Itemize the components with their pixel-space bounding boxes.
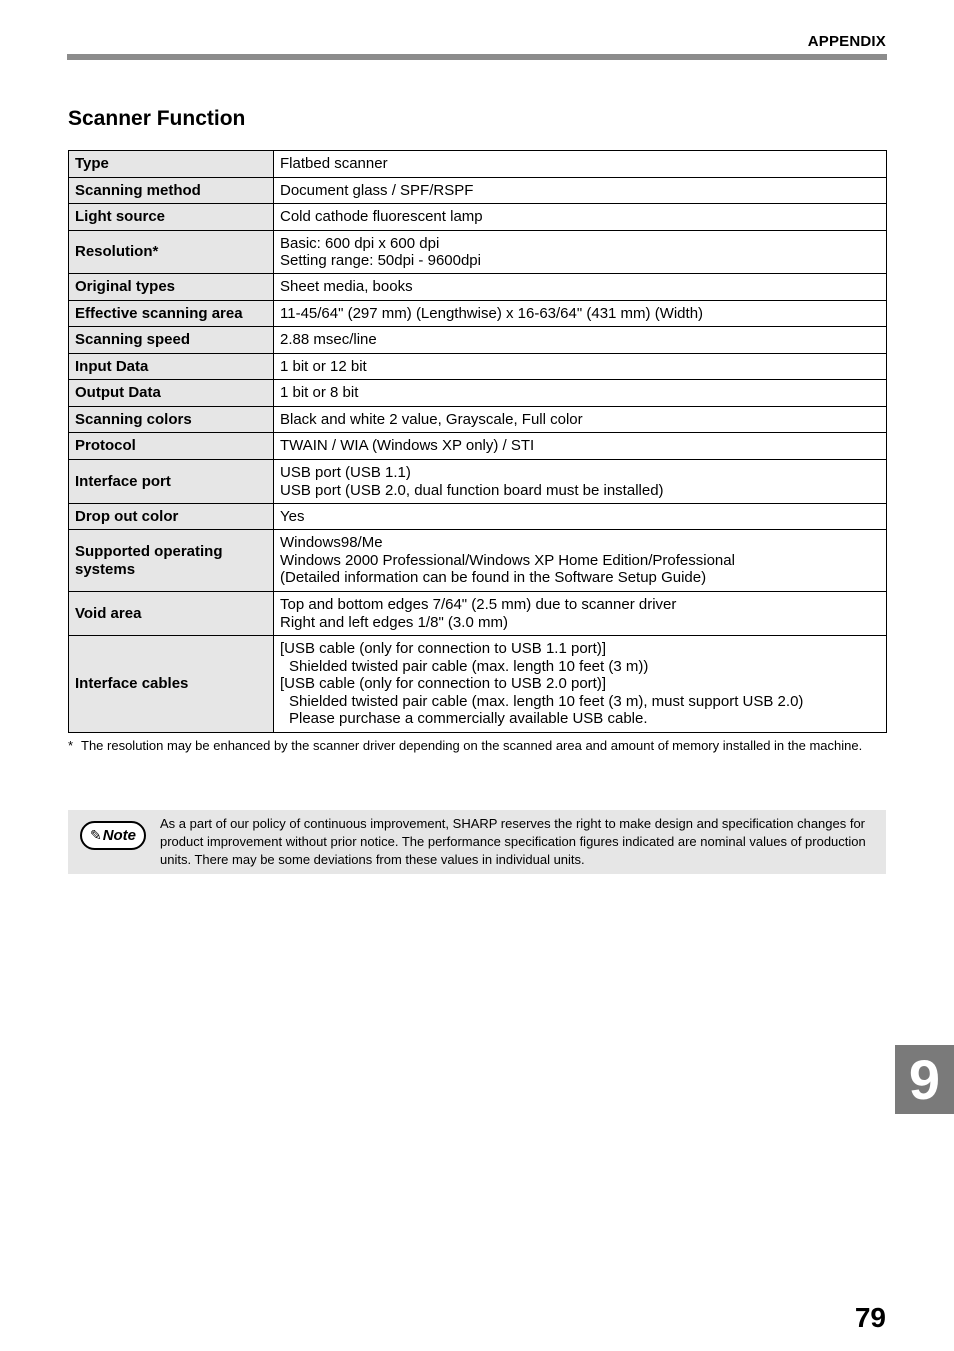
header-label: APPENDIX bbox=[807, 33, 886, 50]
spec-table bbox=[68, 150, 887, 733]
spec-value-line: Right and left edges 1/8" (3.0 mm) bbox=[280, 613, 508, 631]
table-row bbox=[69, 327, 887, 354]
note-text: As a part of our policy of continuous improvement, SHARP reserves the right to make design and specification changes for product improvement without prior notice. The performance specification figures indicated are nominal values of production units. There may be some deviations from these values in individual units. bbox=[160, 816, 866, 867]
table-row bbox=[69, 231, 887, 274]
spec-value bbox=[274, 151, 887, 178]
spec-value bbox=[274, 530, 887, 592]
spec-key: Original types bbox=[69, 274, 274, 301]
page-title: Scanner Function bbox=[68, 107, 246, 130]
spec-key: Scanning colors bbox=[69, 407, 274, 433]
spec-value-line: TWAIN / WIA (Windows XP only) / STI bbox=[280, 437, 535, 455]
spec-value-line: (Detailed information can be found in the Software Setup Guide) bbox=[280, 569, 707, 587]
note-badge bbox=[80, 821, 146, 850]
spec-key: Interface cables bbox=[69, 636, 274, 733]
spec-key-line: Supported operating bbox=[75, 543, 223, 560]
spec-key: Interface port bbox=[69, 460, 274, 504]
spec-value-line: USB port (USB 2.0, dual function board must be installed) bbox=[280, 481, 664, 499]
header-rule bbox=[67, 54, 887, 60]
table-row bbox=[69, 592, 887, 636]
spec-key: Light source bbox=[69, 204, 274, 231]
spec-value-line: [USB cable (only for connection to USB 1.1 port)] bbox=[280, 640, 606, 658]
spec-key: Type bbox=[69, 151, 274, 178]
spec-key: Scanning method bbox=[69, 178, 274, 204]
spec-value-line: Yes bbox=[280, 507, 305, 525]
spec-value-line: Document glass / SPF/RSPF bbox=[280, 181, 474, 199]
pencil-icon: ✎ bbox=[89, 827, 102, 843]
spec-value-line: Please purchase a commercially available USB cable. bbox=[289, 710, 648, 728]
spec-value-line: Windows98/Me bbox=[280, 534, 383, 552]
spec-key: Scanning speed bbox=[69, 327, 274, 354]
spec-value-line: Basic: 600 dpi x 600 dpi bbox=[280, 234, 440, 252]
spec-key: Void area bbox=[69, 592, 274, 636]
table-row bbox=[69, 354, 887, 380]
spec-value-line: 1 bit or 8 bit bbox=[280, 384, 359, 402]
spec-key: Drop out color bbox=[69, 504, 274, 530]
spec-value-line: Cold cathode fluorescent lamp bbox=[280, 208, 483, 226]
table-row bbox=[69, 274, 887, 301]
spec-key: Output Data bbox=[69, 380, 274, 407]
spec-value-line: Setting range: 50dpi - 9600dpi bbox=[280, 252, 481, 269]
table-row bbox=[69, 204, 887, 231]
table-row bbox=[69, 178, 887, 204]
spec-key: Resolution* bbox=[69, 231, 274, 274]
spec-key-line: systems bbox=[75, 560, 136, 578]
spec-value bbox=[274, 204, 887, 231]
footnote bbox=[68, 738, 888, 755]
footnote-text: The resolution may be enhanced by the scanner driver depending on the scanned area and amount of memory installed in the machine. bbox=[81, 738, 863, 753]
spec-value bbox=[274, 460, 887, 504]
spec-value-line: Shielded twisted pair cable (max. length 10 feet (3 m)) bbox=[289, 657, 649, 675]
spec-key: Effective scanning area bbox=[69, 301, 274, 327]
spec-value bbox=[274, 380, 887, 407]
spec-value-line: 11-45/64" (297 mm) (Lengthwise) x 16-63/64" (431 mm) (Width) bbox=[280, 304, 704, 322]
spec-value bbox=[274, 504, 887, 530]
table-row bbox=[69, 301, 887, 327]
spec-value bbox=[274, 407, 887, 433]
note-box bbox=[68, 810, 886, 874]
table-row bbox=[69, 151, 887, 178]
spec-value-line: 1 bit or 12 bit bbox=[280, 357, 367, 375]
table-row bbox=[69, 380, 887, 407]
spec-key: Input Data bbox=[69, 354, 274, 380]
spec-key bbox=[69, 530, 274, 592]
spec-value bbox=[274, 178, 887, 204]
note-badge-label: Note bbox=[102, 827, 137, 844]
spec-value-line: Sheet media, books bbox=[280, 278, 413, 296]
table-row bbox=[69, 504, 887, 530]
footnote-marker: * bbox=[68, 738, 74, 753]
table-row bbox=[69, 407, 887, 433]
spec-value-line: Shielded twisted pair cable (max. length 10 feet (3 m), must support USB 2.0) bbox=[289, 692, 804, 710]
spec-value bbox=[274, 274, 887, 301]
table-row bbox=[69, 433, 887, 460]
spec-value-line: 2.88 msec/line bbox=[280, 331, 377, 349]
table-row bbox=[69, 460, 887, 504]
spec-value-line: Flatbed scanner bbox=[280, 155, 388, 173]
spec-value bbox=[274, 433, 887, 460]
spec-value bbox=[274, 592, 887, 636]
spec-value bbox=[274, 636, 887, 733]
spec-value-line: Windows 2000 Professional/Windows XP Home Edition/Professional bbox=[280, 551, 735, 569]
spec-value-line: Black and white 2 value, Grayscale, Full color bbox=[280, 410, 583, 428]
spec-value bbox=[274, 327, 887, 354]
table-row bbox=[69, 530, 887, 592]
spec-value bbox=[274, 301, 887, 327]
chapter-tab: 9 bbox=[895, 1045, 954, 1114]
table-row bbox=[69, 636, 887, 733]
page-number: 79 bbox=[854, 1302, 886, 1333]
spec-value bbox=[274, 231, 887, 274]
spec-value-line: Top and bottom edges 7/64" (2.5 mm) due to scanner driver bbox=[280, 596, 677, 613]
spec-key: Protocol bbox=[69, 433, 274, 460]
spec-value bbox=[274, 354, 887, 380]
spec-value-line: USB port (USB 1.1) bbox=[280, 464, 411, 481]
spec-value-line: [USB cable (only for connection to USB 2.0 port)] bbox=[280, 675, 606, 693]
